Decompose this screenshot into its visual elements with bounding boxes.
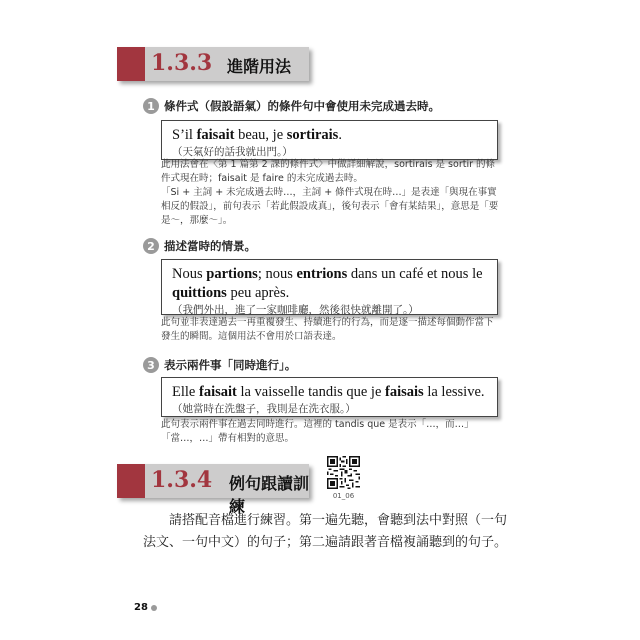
chinese-translation: （她當時在洗盤子，我則是在洗衣服。） (172, 403, 356, 415)
point-heading-text: 描述當時的情景。 (164, 239, 256, 253)
point-1-heading (143, 98, 440, 114)
section-number: 1.3.3 (151, 50, 213, 76)
section-number: 1.3.4 (151, 467, 213, 493)
explanation-note-2: 此句並非表達過去一再重覆發生、持續進行的行為，而是逐一描述每個動作當下發生的瞬間。這個用法不會用於口語表達。 (161, 317, 494, 342)
section-title: 例句跟讀訓練 (229, 474, 310, 516)
section-accent-bar (117, 47, 145, 81)
section-header-1-3-3 (117, 47, 309, 81)
point-3-heading (143, 357, 296, 373)
french-sentence: Elle faisait la vaisselle tandis que je faisais la lessive. (172, 384, 485, 400)
page-number: 28 (134, 602, 157, 613)
example-box-2 (161, 259, 498, 315)
chinese-translation: （天氣好的話我就出門。） (172, 146, 293, 158)
point-2-heading (143, 238, 256, 254)
example-box-3 (161, 377, 498, 417)
french-sentence: Nous partions; nous entrions dans un café et nous le quittions peu après. (172, 266, 483, 301)
number-circle-icon: 2 (143, 238, 159, 254)
practice-instructions: 請搭配音檔進行練習。第一遍先聽，會聽到法中對照（一句法文、一句中文）的句子；第二遍請跟著音檔複誦聽到的句子。 (143, 513, 508, 550)
explanation-note-1: 此用法會在〈第 1 篇第 2 課的條件式〉中做詳細解說，sortirais 是 sortir 的條件式現在時；faisait 是 faire 的未完成過去時。 「Si + 主詞 + 未完成過去時…，主詞 + 條件式現在時…」是表達「與現在事實相反的假設」，前句表示「若此假設成真」，後句表示「會有某結果」，意思是「要是～，那麼～」。 (161, 159, 499, 226)
qr-code-label: 01_06 (332, 492, 355, 500)
explanation-note-3: 此句表示兩件事在過去同時進行。這裡的 tandis que 是表示「…，而…」「當…，…」帶有相對的意思。 (161, 419, 474, 444)
number-circle-icon: 1 (143, 98, 159, 114)
page-number-dot-icon (151, 605, 157, 611)
point-heading-text: 表示兩件事「同時進行」。 (164, 358, 297, 372)
chinese-translation: （我們外出，進了一家咖啡廳，然後很快就離開了。） (172, 304, 419, 316)
section-header-1-3-4 (117, 464, 310, 516)
section-title: 進階用法 (227, 57, 292, 76)
number-circle-icon: 3 (143, 357, 159, 373)
example-box-1 (161, 120, 498, 160)
section-accent-bar (117, 464, 145, 498)
french-sentence: S’il faisait beau, je sortirais. (172, 127, 342, 143)
qr-code-icon[interactable] (327, 456, 360, 489)
point-heading-text: 條件式（假設語氣）的條件句中會使用未完成過去時。 (164, 99, 440, 113)
